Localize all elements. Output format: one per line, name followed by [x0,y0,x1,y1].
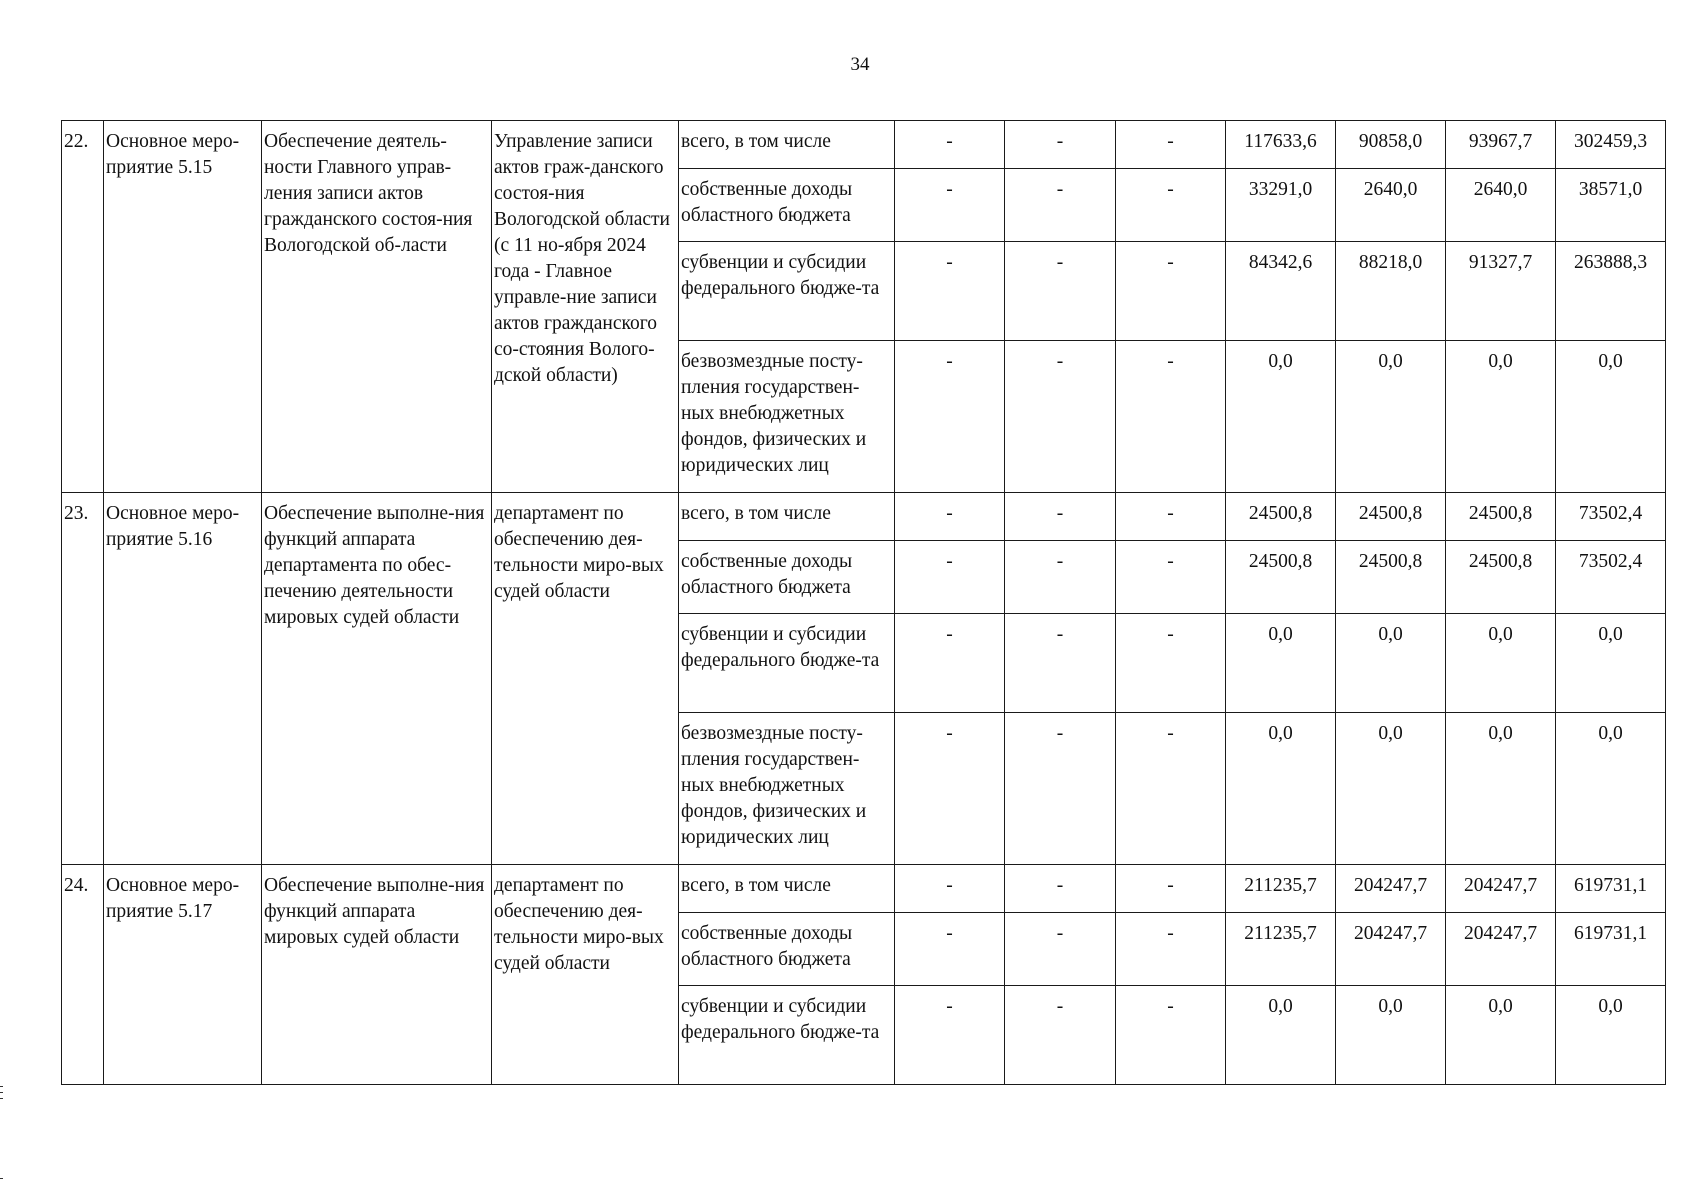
value-cell: - [1005,341,1116,493]
measure-name: Основное меро-приятие 5.15 [104,121,262,493]
table-row [62,493,1666,541]
measure-description: Обеспечение деятель-ности Главного управ-ления записи актов гражданского состоя-ния Вологодской об-ласти [262,121,492,493]
value-cell: 33291,0 [1226,169,1336,242]
funding-source: собственные доходы областного бюджета [679,913,895,986]
value-cell: - [1116,121,1226,169]
value-cell: 0,0 [1446,713,1556,865]
value-cell: 211235,7 [1226,865,1336,913]
value-cell: - [1116,614,1226,713]
value-cell: - [1116,493,1226,541]
page-number: 34 [850,54,870,75]
value-cell: - [1116,913,1226,986]
value-cell: - [895,242,1005,341]
value-cell: - [1005,614,1116,713]
value-cell: 0,0 [1336,341,1446,493]
value-cell: 2640,0 [1336,169,1446,242]
value-cell: - [895,713,1005,865]
value-cell: - [1116,986,1226,1085]
measure-description: Обеспечение выполне-ния функций аппарата департамента по обес-печению деятельности мировых судей области [262,493,492,865]
value-cell: - [1005,121,1116,169]
table-row [62,121,1666,169]
scan-edge-mark [0,1086,3,1087]
funding-source: собственные доходы областного бюджета [679,169,895,242]
table-row [62,865,1666,913]
value-cell: 0,0 [1336,614,1446,713]
value-cell: - [1116,169,1226,242]
measure-name: Основное меро-приятие 5.17 [104,865,262,1085]
total-cell: 73502,4 [1556,493,1666,541]
value-cell: - [895,913,1005,986]
measure-description: Обеспечение выполне-ния функций аппарата мировых судей области [262,865,492,1085]
value-cell: - [1005,493,1116,541]
row-number: 22. [62,121,104,493]
value-cell: 0,0 [1336,986,1446,1085]
value-cell: 0,0 [1446,986,1556,1085]
value-cell: 204247,7 [1446,913,1556,986]
total-cell: 0,0 [1556,341,1666,493]
funding-source: безвозмездные посту-пления государствен-ных внебюджетных фондов, физических и юридических лиц [679,713,895,865]
scan-edge-mark [0,1178,3,1179]
value-cell: 24500,8 [1226,541,1336,614]
value-cell: - [895,341,1005,493]
funding-source: субвенции и субсидии федерального бюдже-та [679,986,895,1085]
value-cell: - [1116,865,1226,913]
value-cell: - [1116,541,1226,614]
funding-source: безвозмездные посту-пления государствен-ных внебюджетных фондов, физических и юридических лиц [679,341,895,493]
value-cell: - [895,614,1005,713]
value-cell: 93967,7 [1446,121,1556,169]
funding-source: всего, в том числе [679,865,895,913]
value-cell: 91327,7 [1446,242,1556,341]
value-cell: 24500,8 [1226,493,1336,541]
scan-edge-mark [0,1098,3,1099]
value-cell: 24500,8 [1446,541,1556,614]
value-cell: 117633,6 [1226,121,1336,169]
value-cell: 24500,8 [1336,493,1446,541]
value-cell: 211235,7 [1226,913,1336,986]
funding-source: собственные доходы областного бюджета [679,541,895,614]
value-cell: - [895,865,1005,913]
value-cell: - [1005,986,1116,1085]
responsible-executor: департамент по обеспечению дея-тельности миро-вых судей области [492,493,679,865]
value-cell: - [895,169,1005,242]
total-cell: 0,0 [1556,713,1666,865]
value-cell: 0,0 [1226,986,1336,1085]
total-cell: 619731,1 [1556,865,1666,913]
value-cell: - [895,493,1005,541]
value-cell: 0,0 [1446,614,1556,713]
value-cell: - [1005,242,1116,341]
value-cell: 0,0 [1226,341,1336,493]
funding-source: субвенции и субсидии федерального бюдже-та [679,614,895,713]
value-cell: 204247,7 [1336,913,1446,986]
funding-source: всего, в том числе [679,121,895,169]
value-cell: 90858,0 [1336,121,1446,169]
value-cell: 0,0 [1226,614,1336,713]
value-cell: - [895,121,1005,169]
value-cell: - [1116,242,1226,341]
value-cell: - [1005,913,1116,986]
total-cell: 619731,1 [1556,913,1666,986]
value-cell: - [1005,169,1116,242]
value-cell: - [1116,341,1226,493]
measure-name: Основное меро-приятие 5.16 [104,493,262,865]
value-cell: 204247,7 [1446,865,1556,913]
total-cell: 73502,4 [1556,541,1666,614]
total-cell: 0,0 [1556,614,1666,713]
responsible-executor: Управление записи актов граж-данского состоя-ния Вологодской области (с 11 но-ября 2024 года - Главное управле-ние записи актов гражданского со-стояния Волого-дской области) [492,121,679,493]
total-cell: 263888,3 [1556,242,1666,341]
value-cell: - [1005,541,1116,614]
value-cell: - [1005,865,1116,913]
value-cell: - [895,986,1005,1085]
total-cell: 302459,3 [1556,121,1666,169]
total-cell: 0,0 [1556,986,1666,1085]
total-cell: 38571,0 [1556,169,1666,242]
value-cell: 84342,6 [1226,242,1336,341]
value-cell: 2640,0 [1446,169,1556,242]
value-cell: 88218,0 [1336,242,1446,341]
responsible-executor: департамент по обеспечению дея-тельности миро-вых судей области [492,865,679,1085]
row-number: 24. [62,865,104,1085]
value-cell: - [1116,713,1226,865]
value-cell: 0,0 [1226,713,1336,865]
value-cell: 204247,7 [1336,865,1446,913]
value-cell: 0,0 [1336,713,1446,865]
funding-source: всего, в том числе [679,493,895,541]
row-number: 23. [62,493,104,865]
value-cell: - [1005,713,1116,865]
budget-table [61,120,1666,1085]
funding-source: субвенции и субсидии федерального бюдже-та [679,242,895,341]
value-cell: 24500,8 [1446,493,1556,541]
value-cell: - [895,541,1005,614]
value-cell: 0,0 [1446,341,1556,493]
scan-edge-mark [0,1092,3,1093]
value-cell: 24500,8 [1336,541,1446,614]
